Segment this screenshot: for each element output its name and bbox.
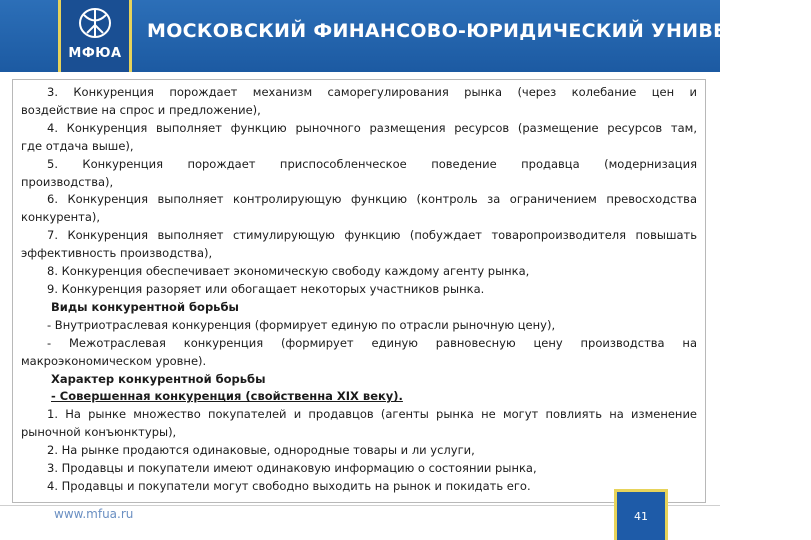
competition-type-item: - Межотраслевая конкуренция (формирует единую равновесную цену производства на — [47, 335, 697, 350]
university-title: МОСКОВСКИЙ ФИНАНСОВО-ЮРИДИЧЕСКИЙ УНИВЕРСИТЕТ — [147, 20, 811, 42]
content-panel — [12, 79, 706, 503]
subsection-heading: - Совершенная конкуренция (свойственна XIX веку). — [51, 389, 403, 404]
list-item-continuation: конкурента), — [21, 210, 101, 225]
list-item: 1. На рынке множество покупателей и продавцов (агенты рынка не могут повлиять на изменение — [47, 407, 697, 422]
section-heading: Характер конкурентной борьбы — [51, 371, 266, 386]
list-item: 5. Конкуренция порождает приспособленческое поведение продавца (модернизация — [47, 156, 697, 171]
website-link[interactable]: www.mfua.ru — [54, 507, 134, 521]
list-item-continuation: эффективность производства), — [21, 246, 213, 261]
page-number: 41 — [634, 510, 648, 523]
list-item: 8. Конкуренция обеспечивает экономическую свободу каждому агенту рынка, — [47, 264, 530, 279]
list-item: 7. Конкуренция выполняет стимулирующую функцию (побуждает товаропроизводителя повышать — [47, 228, 697, 243]
emblem-icon — [75, 6, 115, 40]
list-item-continuation: где отдача выше), — [21, 138, 134, 153]
list-item: 3. Конкуренция порождает механизм саморегулирования рынка (через колебание цен и — [47, 85, 697, 99]
list-item: 9. Конкуренция разоряет или обогащает некоторых участников рынка. — [47, 281, 485, 296]
section-heading: Виды конкурентной борьбы — [51, 299, 239, 314]
header-bar — [0, 0, 811, 72]
university-logo — [58, 0, 132, 72]
list-item-continuation: рыночной конъюнктуры), — [21, 425, 177, 440]
logo-text: МФЮА — [68, 46, 122, 61]
list-item: 6. Конкуренция выполняет контролирующую функцию (контроль за ограничением превосходства — [47, 192, 697, 207]
list-item-continuation: производства), — [21, 174, 114, 189]
competition-type-item: - Внутриотраслевая конкуренция (формирует единую по отрасли рыночную цену), — [47, 317, 556, 332]
footer-divider — [0, 505, 720, 506]
list-item-continuation: макроэкономическом уровне). — [21, 353, 207, 368]
list-item: 4. Продавцы и покупатели могут свободно выходить на рынок и покидать его. — [47, 478, 531, 493]
list-item: 3. Продавцы и покупатели имеют одинаковую информацию о состоянии рынка, — [47, 461, 537, 476]
list-item-continuation: воздействие на спрос и предложение), — [21, 102, 261, 117]
page-number-badge — [614, 489, 668, 540]
list-item: 4. Конкуренция выполняет функцию рыночного размещения ресурсов (размещение ресурсов там, — [47, 120, 697, 135]
list-item: 2. На рынке продаются одинаковые, однородные товары и ли услуги, — [47, 443, 475, 458]
